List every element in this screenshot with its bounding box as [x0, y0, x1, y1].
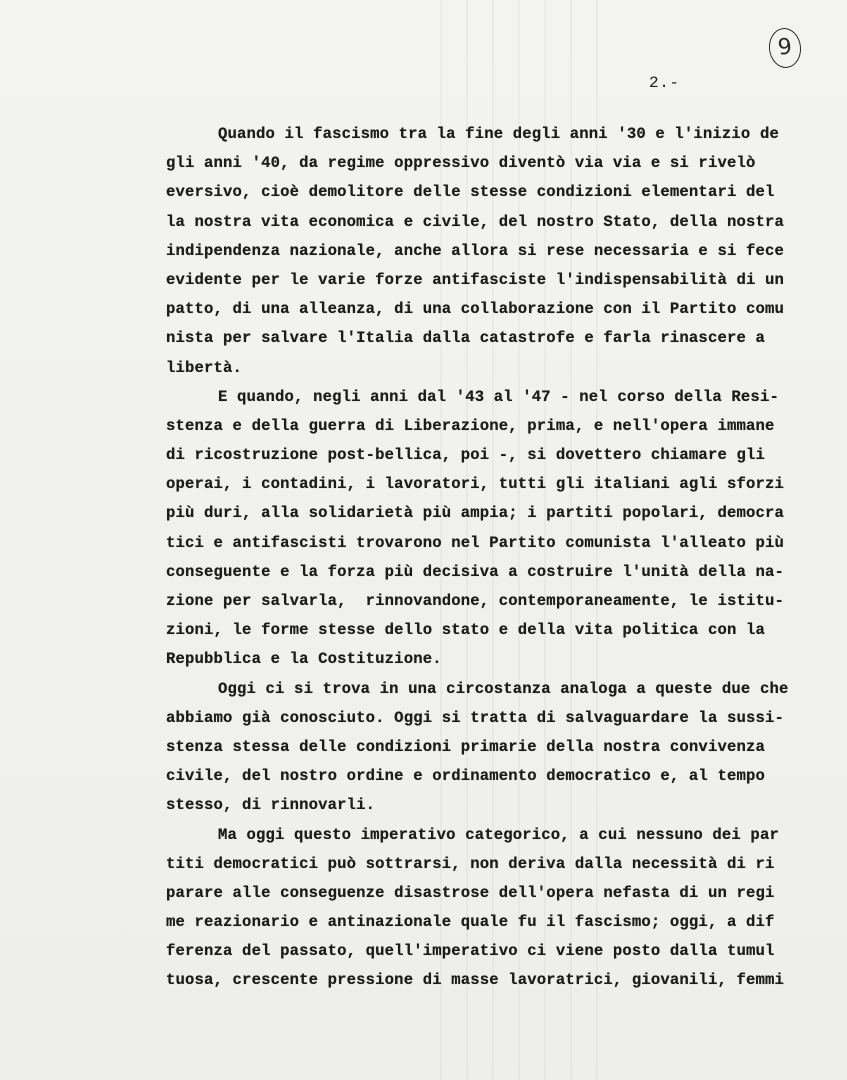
text-line: operai, i contadini, i lavoratori, tutti gli italiani agli sforzi — [166, 475, 785, 494]
text-line: stenza stessa delle condizioni primarie della nostra convivenza — [166, 737, 765, 756]
text-line: me reazionario e antinazionale quale fu il fascismo; oggi, a dif — [166, 913, 775, 932]
typewritten-text — [166, 120, 816, 996]
text-line: conseguente e la forza più decisiva a costruire l'unità della na- — [166, 562, 785, 581]
text-line: tuosa, crescente pressione di masse lavoratrici, giovanili, femmi — [166, 971, 785, 990]
text-line: abbiamo già conosciuto. Oggi si tratta di salvaguardare la sussi- — [166, 708, 785, 727]
text-line: E quando, negli anni dal '43 al '47 - nel corso della Resi- — [218, 387, 779, 406]
text-line: di ricostruzione post-bellica, poi -, si dovettero chiamare gli — [166, 446, 765, 465]
text-line: patto, di una alleanza, di una collaborazione con il Partito comu — [166, 300, 785, 319]
text-line: civile, del nostro ordine e ordinamento democratico e, al tempo — [166, 767, 765, 786]
text-line: ferenza del passato, quell'imperativo ci viene posto dalla tumul — [166, 942, 775, 961]
page-number: 2.- — [649, 74, 680, 92]
text-line: gli anni '40, da regime oppressivo diventò via via e si rivelò — [166, 154, 756, 173]
text-line: indipendenza nazionale, anche allora si rese necessaria e si fece — [166, 241, 785, 260]
text-line: Quando il fascismo tra la fine degli anni '30 e l'inizio de — [218, 125, 779, 143]
text-line: Oggi ci si trova in una circostanza analoga a queste due che — [218, 679, 789, 698]
text-line: stesso, di rinnovarli. — [166, 796, 376, 815]
text-line: la nostra vita economica e civile, del nostro Stato, della nostra — [166, 212, 785, 231]
text-line: libertà. — [166, 358, 243, 377]
text-line: zioni, le forme stesse dello stato e della vita politica con la — [166, 621, 765, 640]
text-line: Repubblica e la Costituzione. — [166, 650, 442, 669]
text-line: tici e antifascisti trovarono nel Partito comunista l'alleato più — [166, 533, 785, 552]
folio-mark: 9 — [767, 26, 803, 69]
text-line: nista per salvare l'Italia dalla catastrofe e farla rinascere a — [166, 329, 765, 348]
text-line: evidente per le varie forze antifasciste l'indispensabilità di un — [166, 270, 785, 289]
text-line: zione per salvarla, rinnovandone, contemporaneamente, le istitu- — [166, 592, 785, 610]
text-line: eversivo, cioè demolitore delle stesse condizioni elementari del — [166, 183, 775, 202]
text-line: titi democratici può sottrarsi, non deriva dalla necessità di ri — [166, 854, 775, 873]
text-line: Ma oggi questo imperativo categorico, a cui nessuno dei par — [218, 825, 779, 844]
text-line: stenza e della guerra di Liberazione, prima, e nell'opera immane — [166, 416, 775, 435]
text-line: parare alle conseguenze disastrose dell'opera nefasta di un regi — [166, 883, 775, 902]
text-line: più duri, alla solidarietà più ampia; i partiti popolari, democra — [166, 504, 785, 523]
